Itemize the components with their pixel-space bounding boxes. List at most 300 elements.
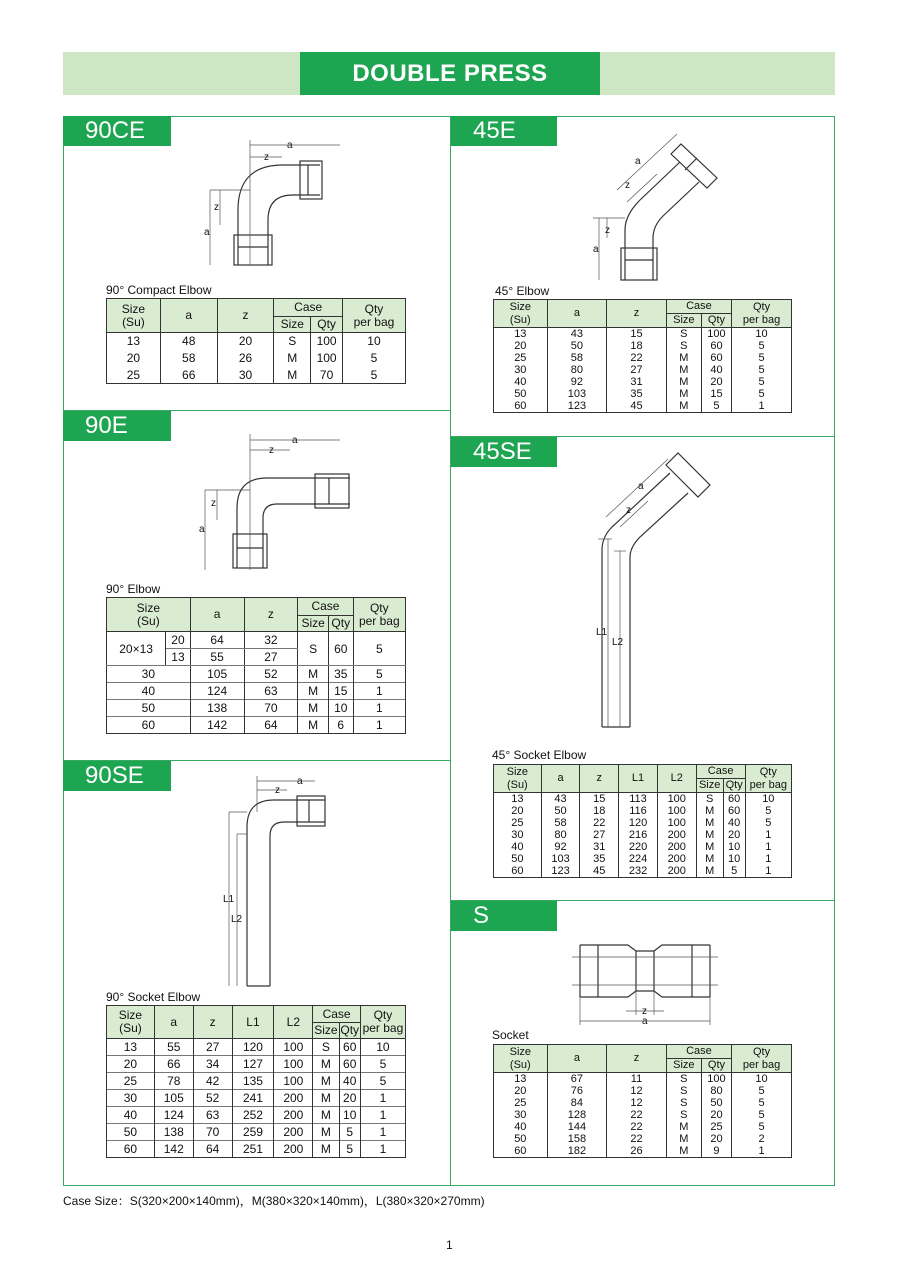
table-cell: 123 bbox=[547, 400, 607, 413]
table-row bbox=[494, 352, 792, 364]
table-cell: 35 bbox=[328, 666, 353, 683]
table-cell: M bbox=[696, 805, 723, 817]
table-cell: 60 bbox=[701, 340, 731, 352]
table-cell: 5 bbox=[339, 1141, 360, 1158]
table-cell: 40 bbox=[107, 1107, 155, 1124]
table-cell: 251 bbox=[232, 1141, 274, 1158]
table-row bbox=[494, 865, 792, 878]
table-cell: 200 bbox=[274, 1090, 313, 1107]
table-cell: 58 bbox=[547, 352, 607, 364]
col-size: Size (Su) bbox=[494, 765, 542, 793]
table-cell: 5 bbox=[745, 817, 791, 829]
table-cell: 15 bbox=[701, 388, 731, 400]
table-cell: 55 bbox=[154, 1039, 193, 1056]
table-cell: S bbox=[666, 1073, 701, 1086]
table-cell: 22 bbox=[580, 817, 619, 829]
table-cell: 120 bbox=[232, 1039, 274, 1056]
table-cell: 103 bbox=[547, 388, 607, 400]
table-cell: 100 bbox=[701, 328, 731, 341]
table-cell: 50 bbox=[494, 853, 542, 865]
table-row bbox=[494, 1133, 792, 1145]
table-row bbox=[494, 376, 792, 388]
table-row bbox=[107, 1056, 406, 1073]
table-cell: M bbox=[298, 700, 329, 717]
table-cell: 200 bbox=[657, 829, 696, 841]
table-cell: 27 bbox=[193, 1039, 232, 1056]
table-cell: 105 bbox=[154, 1090, 193, 1107]
table-cell: 5 bbox=[342, 350, 405, 367]
table-cell: 200 bbox=[657, 865, 696, 878]
table-cell: 15 bbox=[328, 683, 353, 700]
table-row bbox=[494, 793, 792, 806]
table-cell: 30 bbox=[107, 1090, 155, 1107]
table-cell: S bbox=[696, 793, 723, 806]
col-a: a bbox=[547, 300, 607, 328]
table-cell: 67 bbox=[547, 1073, 607, 1086]
tab-45se: 45SE bbox=[451, 437, 557, 467]
table-cell: 20 bbox=[494, 340, 548, 352]
table-cell: 40 bbox=[494, 1121, 548, 1133]
table-cell: 60 bbox=[339, 1056, 360, 1073]
table-cell: 40 bbox=[723, 817, 745, 829]
table-cell: 10 bbox=[339, 1107, 360, 1124]
table-cell: M bbox=[666, 376, 701, 388]
col-case-size: Size bbox=[696, 779, 723, 793]
table-45se bbox=[493, 764, 792, 878]
table-cell: 100 bbox=[311, 350, 343, 367]
table-row bbox=[494, 1073, 792, 1086]
caption-45e: 45° Elbow bbox=[495, 284, 550, 298]
table-90e bbox=[106, 597, 406, 734]
table-cell: M bbox=[696, 841, 723, 853]
table-cell: 100 bbox=[274, 1056, 313, 1073]
reducer-size: 20×13 bbox=[107, 632, 166, 666]
col-case-qty: Qty bbox=[701, 314, 731, 328]
table-row bbox=[107, 717, 406, 734]
table-cell: 60 bbox=[494, 1145, 548, 1158]
table-cell: 26 bbox=[607, 1145, 667, 1158]
table-cell: 27 bbox=[607, 364, 667, 376]
caption-45se: 45° Socket Elbow bbox=[492, 748, 587, 762]
col-case-qty: Qty bbox=[311, 317, 343, 333]
col-a: a bbox=[160, 299, 217, 333]
table-cell: 50 bbox=[494, 388, 548, 400]
elbow-45-diagram bbox=[585, 130, 725, 285]
col-qty: Qty per bag bbox=[732, 300, 792, 328]
table-cell: 5 bbox=[732, 1121, 792, 1133]
table-cell: 40 bbox=[339, 1073, 360, 1090]
table-cell: 60 bbox=[107, 1141, 155, 1158]
table-cell: 11 bbox=[607, 1073, 667, 1086]
dim-z-label: z bbox=[214, 202, 219, 213]
table-cell: 9 bbox=[701, 1145, 731, 1158]
cell-z: 32 bbox=[244, 632, 298, 649]
table-cell: 105 bbox=[190, 666, 244, 683]
table-row bbox=[107, 1124, 406, 1141]
table-cell: 25 bbox=[494, 352, 548, 364]
dim-l1-label: L1 bbox=[223, 894, 235, 905]
table-cell: 50 bbox=[107, 1124, 155, 1141]
table-cell: 78 bbox=[154, 1073, 193, 1090]
table-cell: 158 bbox=[547, 1133, 607, 1145]
table-cell: 10 bbox=[328, 700, 353, 717]
col-case-size: Size bbox=[314, 1023, 338, 1037]
table-cell: 22 bbox=[607, 1109, 667, 1121]
table-cell: 120 bbox=[619, 817, 658, 829]
table-cell: 1 bbox=[360, 1090, 405, 1107]
dim-a-label: a bbox=[642, 1016, 648, 1027]
dim-a-label: a bbox=[635, 156, 641, 167]
table-cell: 22 bbox=[607, 352, 667, 364]
table-cell: 20 bbox=[494, 805, 542, 817]
table-cell: 128 bbox=[547, 1109, 607, 1121]
reducer-sub-size: 20 bbox=[166, 632, 191, 649]
table-row bbox=[494, 1121, 792, 1133]
table-cell: 200 bbox=[657, 853, 696, 865]
table-cell: 5 bbox=[732, 388, 792, 400]
table-cell: S bbox=[666, 1109, 701, 1121]
table-cell: 1 bbox=[745, 841, 791, 853]
table-cell: 5 bbox=[360, 1073, 405, 1090]
dim-z-label: z bbox=[275, 785, 280, 796]
table-cell: 30 bbox=[494, 829, 542, 841]
table-cell: 30 bbox=[107, 666, 191, 683]
table-cell: 1 bbox=[360, 1141, 405, 1158]
table-cell: 64 bbox=[244, 717, 298, 734]
table-cell: S bbox=[274, 333, 311, 350]
col-size: Size (Su) bbox=[494, 1045, 548, 1073]
table-cell: 100 bbox=[274, 1073, 313, 1090]
col-a: a bbox=[541, 765, 580, 793]
table-cell: 20 bbox=[107, 350, 161, 367]
table-row bbox=[494, 364, 792, 376]
table-cell: 25 bbox=[494, 817, 542, 829]
table-row bbox=[107, 1141, 406, 1158]
table-cell: 45 bbox=[607, 400, 667, 413]
col-case: Case bbox=[666, 300, 731, 314]
table-cell: 1 bbox=[360, 1107, 405, 1124]
table-cell: 200 bbox=[657, 841, 696, 853]
table-cell: M bbox=[274, 350, 311, 367]
col-qty: Qty per bag bbox=[745, 765, 791, 793]
table-cell: 25 bbox=[701, 1121, 731, 1133]
table-cell: 200 bbox=[274, 1107, 313, 1124]
dim-z-label: z bbox=[264, 152, 269, 163]
table-cell: M bbox=[666, 1145, 701, 1158]
col-size: Size (Su) bbox=[107, 299, 161, 333]
tab-90se: 90SE bbox=[63, 761, 171, 791]
table-cell: 142 bbox=[190, 717, 244, 734]
table-cell: 241 bbox=[232, 1090, 274, 1107]
col-case: Case bbox=[666, 1045, 731, 1059]
col-z: z bbox=[607, 1045, 667, 1073]
col-case-size: Size bbox=[274, 317, 311, 333]
table-row bbox=[494, 1097, 792, 1109]
table-cell: 200 bbox=[274, 1141, 313, 1158]
table-cell: 40 bbox=[494, 841, 542, 853]
table-cell: M bbox=[666, 364, 701, 376]
table-cell: 5 bbox=[353, 666, 405, 683]
table-cell: S bbox=[666, 340, 701, 352]
col-case: Case bbox=[274, 299, 343, 317]
caption-90e: 90° Elbow bbox=[106, 582, 161, 596]
col-case-size: Size bbox=[666, 1059, 701, 1073]
table-cell: 6 bbox=[328, 717, 353, 734]
table-row bbox=[494, 400, 792, 413]
table-cell: M bbox=[298, 717, 329, 734]
table-cell: M bbox=[313, 1107, 339, 1124]
table-cell: M bbox=[313, 1056, 339, 1073]
table-cell: 80 bbox=[541, 829, 580, 841]
table-cell: 80 bbox=[547, 364, 607, 376]
table-cell: 5 bbox=[732, 1109, 792, 1121]
table-cell: M bbox=[666, 1121, 701, 1133]
table-cell: 124 bbox=[190, 683, 244, 700]
table-cell: 2 bbox=[732, 1133, 792, 1145]
table-cell: 5 bbox=[732, 364, 792, 376]
dim-a-label: a bbox=[638, 481, 644, 492]
case-size-footnote: Case Size：S(320×200×140mm)，M(380×320×140mm)，L(380×320×270mm) bbox=[63, 1194, 485, 1208]
table-cell: 10 bbox=[732, 328, 792, 341]
table-cell: 10 bbox=[745, 793, 791, 806]
table-cell: M bbox=[274, 367, 311, 384]
table-cell: 26 bbox=[217, 350, 274, 367]
elbow-90-diagram bbox=[195, 430, 365, 580]
table-cell: M bbox=[313, 1073, 339, 1090]
table-cell: 216 bbox=[619, 829, 658, 841]
table-cell: 1 bbox=[732, 1145, 792, 1158]
col-l1: L1 bbox=[619, 765, 658, 793]
table-cell: 220 bbox=[619, 841, 658, 853]
table-cell: 1 bbox=[353, 717, 405, 734]
table-cell: 100 bbox=[657, 817, 696, 829]
table-cell: 20 bbox=[701, 1109, 731, 1121]
table-cell: 182 bbox=[547, 1145, 607, 1158]
reducer-sub-size: 13 bbox=[166, 649, 191, 666]
socket-elbow-45-diagram bbox=[590, 455, 730, 735]
table-cell: 200 bbox=[274, 1124, 313, 1141]
col-z: z bbox=[607, 300, 667, 328]
table-cell: 100 bbox=[311, 333, 343, 350]
table-row bbox=[494, 328, 792, 341]
dim-z-label: z bbox=[211, 498, 216, 509]
table-row bbox=[494, 817, 792, 829]
table-cell: 50 bbox=[547, 340, 607, 352]
table-cell: 18 bbox=[607, 340, 667, 352]
table-cell: 10 bbox=[342, 333, 405, 350]
table-cell: 60 bbox=[339, 1039, 360, 1056]
table-cell: S bbox=[666, 328, 701, 341]
table-cell: 10 bbox=[723, 853, 745, 865]
tab-45e: 45E bbox=[451, 116, 557, 146]
compact-elbow-diagram bbox=[190, 135, 340, 275]
table-cell: 13 bbox=[494, 793, 542, 806]
table-cell: M bbox=[313, 1124, 339, 1141]
table-cell: 70 bbox=[311, 367, 343, 384]
table-cell: 63 bbox=[193, 1107, 232, 1124]
table-s bbox=[493, 1044, 792, 1158]
col-a: a bbox=[154, 1006, 193, 1039]
caption-90ce: 90° Compact Elbow bbox=[106, 283, 212, 297]
table-cell: 60 bbox=[701, 352, 731, 364]
table-cell: 31 bbox=[607, 376, 667, 388]
table-cell: 5 bbox=[732, 376, 792, 388]
table-cell: 43 bbox=[541, 793, 580, 806]
table-cell: 60 bbox=[494, 400, 548, 413]
socket-diagram bbox=[570, 935, 720, 1030]
table-cell: 52 bbox=[193, 1090, 232, 1107]
table-cell: 1 bbox=[745, 853, 791, 865]
table-cell: 50 bbox=[107, 700, 191, 717]
table-cell: 25 bbox=[107, 367, 161, 384]
page-title: DOUBLE PRESS bbox=[300, 52, 600, 95]
socket-elbow-90-diagram bbox=[215, 772, 345, 992]
col-z: z bbox=[193, 1006, 232, 1039]
table-cell: 20 bbox=[339, 1090, 360, 1107]
col-size: Size (Su) bbox=[494, 300, 548, 328]
table-cell: 60 bbox=[107, 717, 191, 734]
table-cell: 1 bbox=[353, 700, 405, 717]
cell-a: 55 bbox=[190, 649, 244, 666]
table-row bbox=[494, 805, 792, 817]
table-cell: 45 bbox=[580, 865, 619, 878]
col-case: Case bbox=[696, 765, 745, 779]
table-cell: 13 bbox=[107, 333, 161, 350]
table-cell: 60 bbox=[494, 865, 542, 878]
table-row bbox=[107, 1073, 406, 1090]
table-cell: 5 bbox=[339, 1124, 360, 1141]
table-row bbox=[107, 367, 406, 384]
dim-l1-label: L1 bbox=[596, 627, 608, 638]
table-cell: 124 bbox=[154, 1107, 193, 1124]
table-row bbox=[107, 1090, 406, 1107]
table-cell: 40 bbox=[107, 683, 191, 700]
table-cell: 103 bbox=[541, 853, 580, 865]
dim-z-label: z bbox=[626, 505, 631, 516]
dim-a-label: a bbox=[292, 435, 298, 446]
table-cell: 10 bbox=[723, 841, 745, 853]
col-l2: L2 bbox=[657, 765, 696, 793]
col-z: z bbox=[217, 299, 274, 333]
table-cell: 5 bbox=[701, 400, 731, 413]
table-cell: 12 bbox=[607, 1097, 667, 1109]
table-cell: 76 bbox=[547, 1085, 607, 1097]
table-cell: 20 bbox=[217, 333, 274, 350]
col-case: Case bbox=[313, 1006, 361, 1023]
dim-a-label: a bbox=[593, 244, 599, 255]
col-a: a bbox=[190, 598, 244, 632]
table-cell: M bbox=[696, 853, 723, 865]
col-qty: Qty per bag bbox=[342, 299, 405, 333]
column-divider bbox=[450, 116, 451, 1186]
table-cell: 5 bbox=[342, 367, 405, 384]
table-cell: 63 bbox=[244, 683, 298, 700]
table-cell: 252 bbox=[232, 1107, 274, 1124]
table-cell: 42 bbox=[193, 1073, 232, 1090]
table-cell: 100 bbox=[657, 805, 696, 817]
table-cell: M bbox=[666, 352, 701, 364]
table-cell: 20 bbox=[723, 829, 745, 841]
table-cell: 13 bbox=[494, 328, 548, 341]
table-row bbox=[107, 1107, 406, 1124]
table-cell: 5 bbox=[732, 352, 792, 364]
table-cell: 20 bbox=[701, 1133, 731, 1145]
table-cell: 1 bbox=[353, 683, 405, 700]
table-cell: S bbox=[666, 1097, 701, 1109]
cell-case-size: S bbox=[298, 632, 329, 666]
col-z: z bbox=[244, 598, 298, 632]
dim-a-label: a bbox=[199, 524, 205, 535]
table-cell: 40 bbox=[701, 364, 731, 376]
table-cell: 30 bbox=[494, 364, 548, 376]
col-a: a bbox=[547, 1045, 607, 1073]
table-cell: 5 bbox=[732, 1085, 792, 1097]
table-cell: M bbox=[666, 1133, 701, 1145]
table-cell: 92 bbox=[541, 841, 580, 853]
table-cell: 144 bbox=[547, 1121, 607, 1133]
tab-90e: 90E bbox=[63, 411, 171, 441]
table-cell: 1 bbox=[745, 829, 791, 841]
table-cell: 20 bbox=[107, 1056, 155, 1073]
table-cell: 13 bbox=[107, 1039, 155, 1056]
table-cell: M bbox=[298, 666, 329, 683]
col-case-qty: Qty bbox=[701, 1059, 731, 1073]
col-case-qty: Qty bbox=[723, 779, 745, 793]
table-cell: M bbox=[696, 865, 723, 878]
table-cell: 35 bbox=[607, 388, 667, 400]
table-cell: 22 bbox=[607, 1121, 667, 1133]
col-case: Case bbox=[298, 598, 353, 616]
table-cell: 20 bbox=[701, 376, 731, 388]
table-cell: 13 bbox=[494, 1073, 548, 1086]
tab-s: S bbox=[451, 901, 557, 931]
col-size: Size (Su) bbox=[107, 1006, 155, 1039]
table-cell: 10 bbox=[732, 1073, 792, 1086]
table-row bbox=[107, 350, 406, 367]
table-cell: 30 bbox=[217, 367, 274, 384]
table-cell: 60 bbox=[723, 805, 745, 817]
col-l1: L1 bbox=[232, 1006, 274, 1039]
table-row bbox=[107, 632, 406, 649]
table-cell: M bbox=[666, 388, 701, 400]
table-cell: 15 bbox=[607, 328, 667, 341]
caption-90se: 90° Socket Elbow bbox=[106, 990, 201, 1004]
table-row bbox=[107, 1039, 406, 1056]
table-cell: 35 bbox=[580, 853, 619, 865]
col-case-size: Size bbox=[298, 616, 329, 632]
table-row bbox=[494, 1109, 792, 1121]
col-qty: Qty per bag bbox=[353, 598, 405, 632]
table-cell: 224 bbox=[619, 853, 658, 865]
table-cell: 5 bbox=[723, 865, 745, 878]
table-cell: 27 bbox=[580, 829, 619, 841]
table-cell: 100 bbox=[701, 1073, 731, 1086]
col-case-size: Size bbox=[666, 314, 701, 328]
table-cell: 113 bbox=[619, 793, 658, 806]
table-cell: 25 bbox=[107, 1073, 155, 1090]
table-cell: 127 bbox=[232, 1056, 274, 1073]
table-cell: 43 bbox=[547, 328, 607, 341]
table-cell: 31 bbox=[580, 841, 619, 853]
col-qty: Qty per bag bbox=[732, 1045, 792, 1073]
table-cell: 48 bbox=[160, 333, 217, 350]
dim-z-label: z bbox=[269, 445, 274, 456]
table-cell: 138 bbox=[154, 1124, 193, 1141]
table-cell: 84 bbox=[547, 1097, 607, 1109]
table-cell: 123 bbox=[541, 865, 580, 878]
table-cell: 5 bbox=[745, 805, 791, 817]
table-cell: 142 bbox=[154, 1141, 193, 1158]
